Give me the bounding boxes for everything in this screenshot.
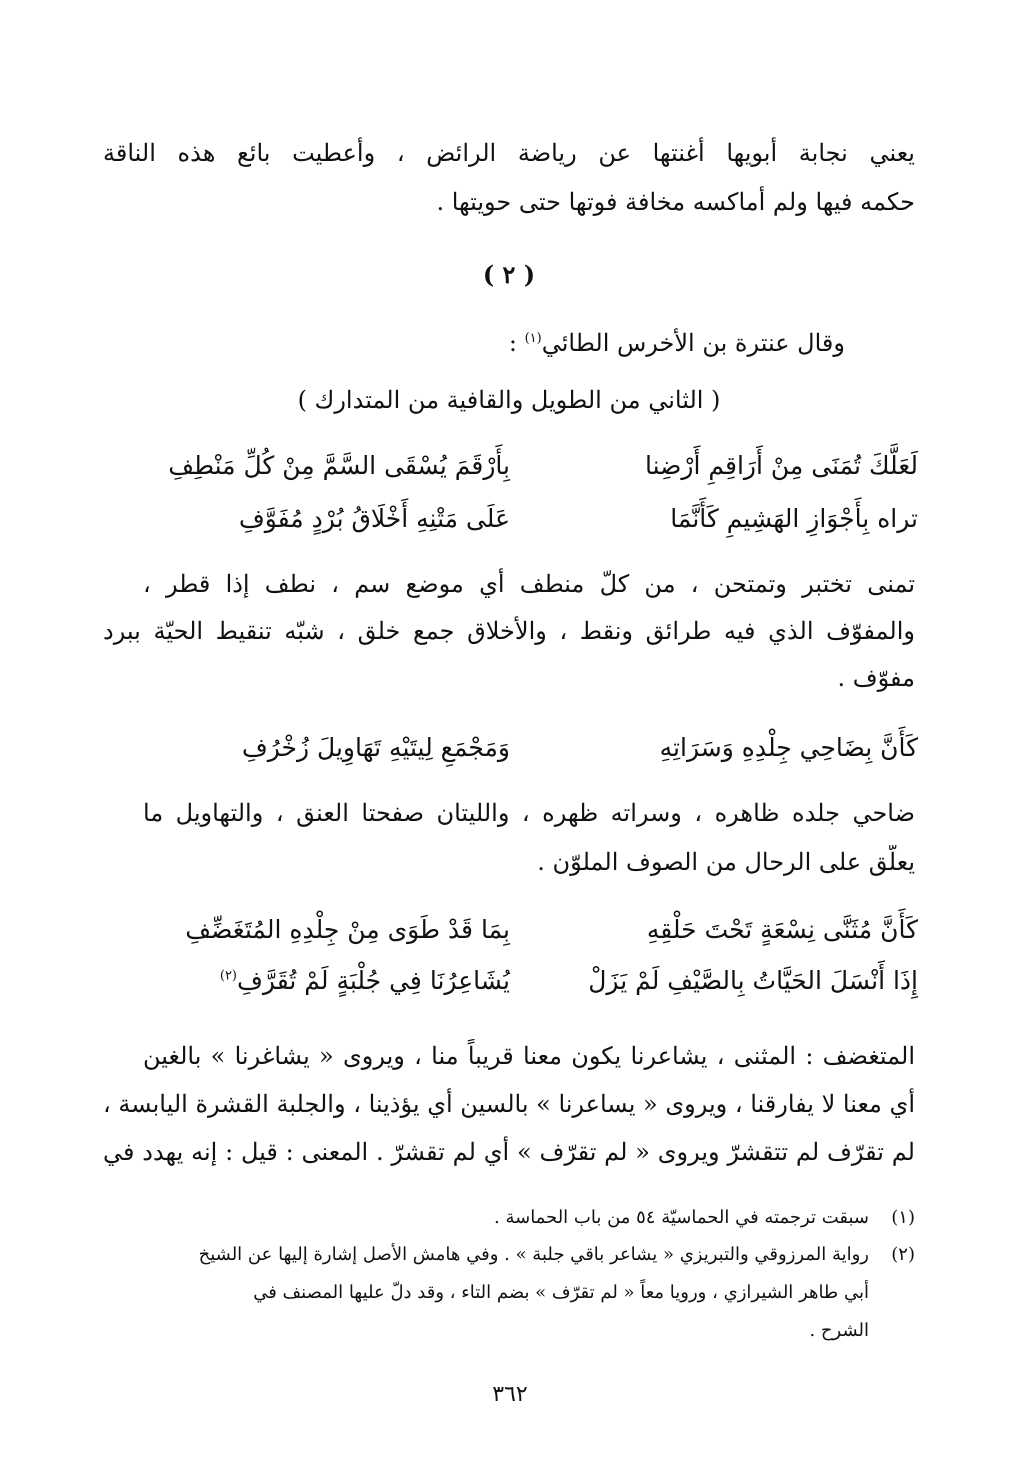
commentary-3-line-1: المتغضف : المثنى ، يشاعرنا يكون معنا قريباً منا ، ويروى « يشاغرنا » بالغين (143, 1042, 915, 1070)
footnote-2-line-2: أبي طاهر الشيرازي ، ورويا معاً « لم تقرّف » بضم التاء ، وقد دلّ عليها المصنف في (253, 1282, 869, 1303)
poem-heading-text: وقال عنترة بن الأخرس الطائي (541, 329, 845, 357)
commentary-1-line-2: والمفوّف الذي فيه طرائق ونقط ، والأخلاق جمع خلق ، شبّه تنقيط الحيّة ببرد (103, 617, 915, 645)
commentary-3-line-3: لم تقرّف لم تتقشرّ ويروى « لم تقرّف » أي لم تقشرّ . المعنى : قيل : إنه يهدد في (103, 1138, 915, 1166)
poem-heading (103, 326, 845, 360)
intro-line-1: يعني نجابة أبويها أغنتها عن رياضة الرائض ، وأعطيت بائع هذه الناقة (103, 139, 915, 167)
footnote-2-line-3: الشرح . (809, 1320, 869, 1341)
verse-2-first-hemistich: تراه بِأَجْوَازِ الهَشِيمِ كَأَنَّمَا (670, 504, 918, 533)
intro-line-2: حكمه فيها ولم أماكسه مخافة فوتها حتى حويتها . (436, 188, 915, 216)
footnote-1 (103, 1203, 915, 1233)
footnote-ref-2[interactable]: (٢) (219, 968, 237, 984)
commentary-2-line-1: ضاحي جلده ظاهره ، وسراته ظهره ، والليتان صفحتا العنق ، والتهاويل ما (143, 799, 915, 827)
meter-label: ( الثاني من الطويل والقافية من المتدارك ) (297, 386, 721, 414)
verse-4-first-hemistich: كَأَنَّ مُثَنَّى نِسْعَةٍ تَحْتَ حَلْقِهِ (646, 915, 918, 944)
verse-2-second-hemistich: عَلَى مَتْنِهِ أَخْلَاقُ بُرْدٍ مُفَوَّفِ (238, 504, 510, 533)
footnote-2-line-1 (103, 1240, 915, 1270)
verse-3-second-hemistich: وَمَجْمَعِ لِيتَيْهِ تَهَاوِيلَ زُخْرُفِ (241, 733, 510, 762)
verse-1-first-hemistich: لَعَلَّكَ تُمَنَى مِنْ أَرَاقِمِ أَرْضِنا (645, 451, 918, 480)
poem-heading-colon: : (508, 329, 525, 357)
verse-5-first-hemistich: إِذَا أَنْسَلَ الحَيَّاتُ بِالصَّيْفِ لَمْ يَزَلْ (588, 966, 918, 995)
footnote-1-text: سبقت ترجمته في الحماسيّة ٥٤ من باب الحماسة . (494, 1207, 869, 1228)
commentary-1-line-1: تمنى تختبر وتمتحن ، من كلّ منطف أي موضع سم ، نطف إذا قطر ، (143, 570, 915, 598)
verse-1-second-hemistich: بِأَرْقَمَ يُسْقَى السَّمَّ مِنْ كُلِّ مَنْطِفِ (168, 451, 510, 480)
verse-4-second-hemistich: بِمَا قَدْ طَوَى مِنْ جِلْدِهِ المُتَغَضِّفِ (185, 915, 510, 944)
verse-3-first-hemistich: كَأَنَّ بِضَاحِي جِلْدِهِ وَسَرَاتِهِ (659, 733, 918, 762)
section-number: ( ٢ ) (482, 260, 536, 289)
footnote-2-number: (٢) (891, 1244, 915, 1265)
commentary-2-line-2: يعلّق على الرحال من الصوف الملوّن . (537, 848, 915, 876)
commentary-3-line-2: أي معنا لا يفارقنا ، ويروى « يساعرنا » بالسين أي يؤذينا ، والجلبة القشرة اليابسة ، (103, 1090, 915, 1118)
page-number: ٣٦٢ (492, 1382, 528, 1407)
footnote-1-number: (١) (891, 1207, 915, 1228)
verse-5-second-hemistich-text: يُشَاعِرُنَا فِي جُلْبَةٍ لَمْ تُقَرَّفِ (237, 966, 510, 995)
footnote-2-text-1: رواية المرزوقي والتبريزي « يشاعر باقي جلبة » . وفي هامش الأصل إشارة إليها عن الشيخ (198, 1244, 869, 1265)
footnote-ref-1[interactable]: (١) (524, 331, 542, 346)
verse-5-second-hemistich (104, 963, 510, 999)
commentary-1-line-3: مفوّف . (837, 664, 915, 692)
